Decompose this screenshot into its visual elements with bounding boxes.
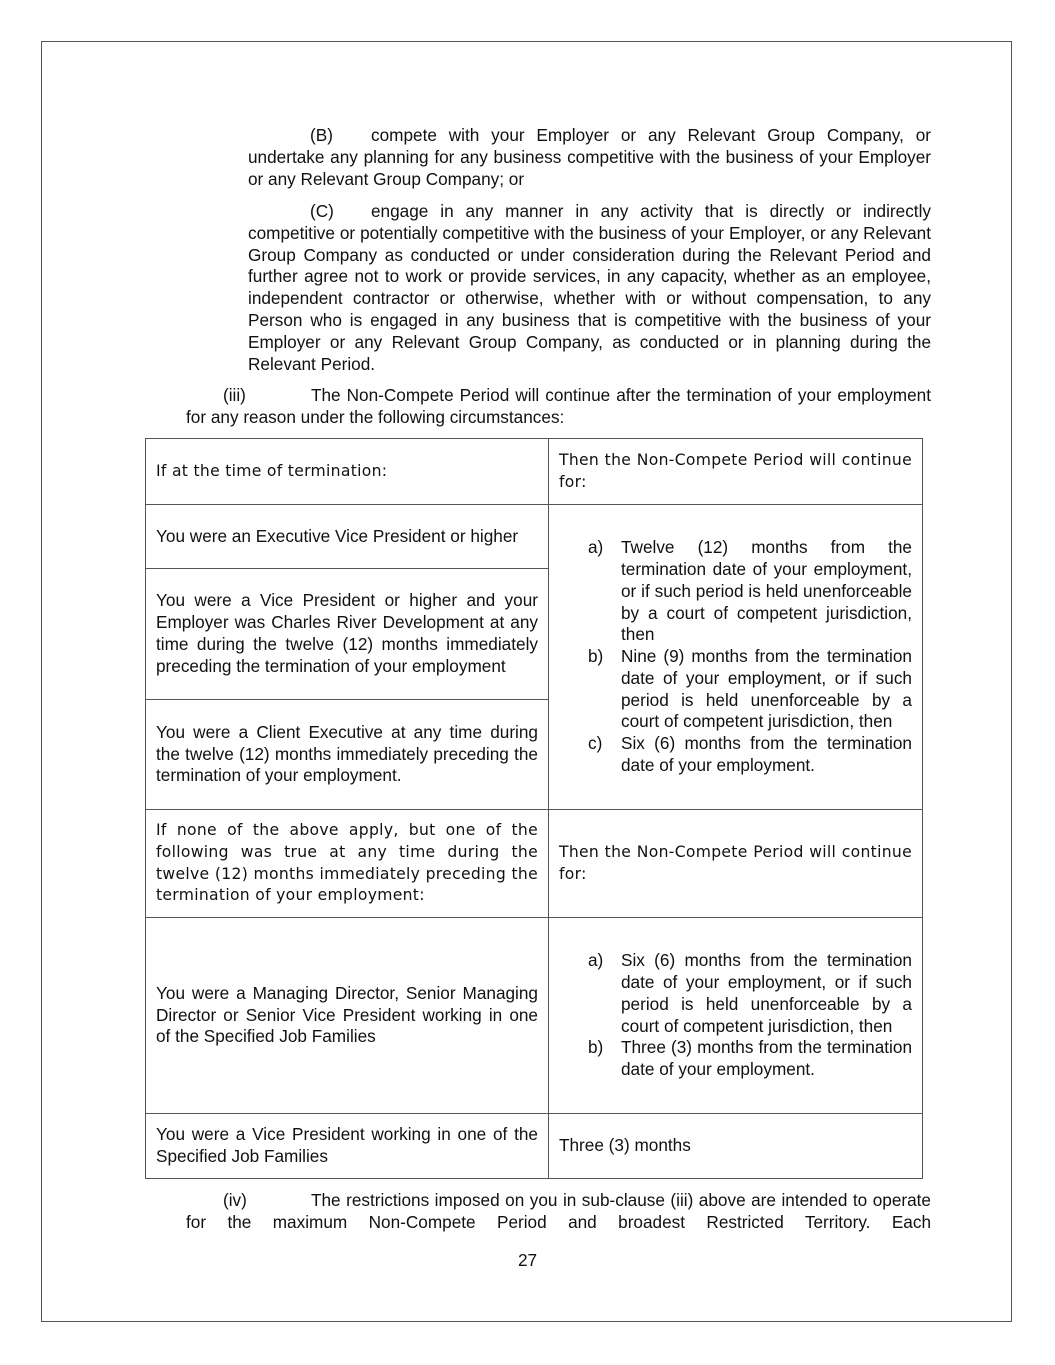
- non-compete-table: [145, 438, 923, 1179]
- clause-b-label: (B): [310, 125, 333, 145]
- clause-iv-label: (iv): [223, 1190, 247, 1210]
- group1-list: [559, 537, 912, 777]
- clause-iii: [186, 385, 931, 429]
- list-text: Nine (9) months from the termination date of your employment, or if such period is held unenforceable by a court of competent jurisdiction, then: [621, 646, 912, 732]
- list-marker: a): [588, 537, 604, 558]
- clause-iii-text: The Non-Compete Period will continue after the termination of your employment for any reason under the following circumstances:: [186, 385, 931, 427]
- row-vp-period: Three (3) months: [549, 1114, 923, 1179]
- table-subheader-row: [146, 810, 923, 918]
- group2-list: [559, 950, 912, 1081]
- list-marker: b): [588, 1037, 604, 1058]
- list-text: Twelve (12) months from the termination date of your employment, or if such period is held unenforceable by a court of competent jurisdiction, then: [621, 537, 912, 645]
- header-right: Then the Non-Compete Period will continue for:: [549, 439, 923, 505]
- clause-c-text: engage in any manner in any activity that is directly or indirectly competitive or potentially competitive with the business of your Employer, or any Relevant Group Company as conducted or under consideration during the Relevant Period and further agree not to work or provide services, in any capacity, whether as an employee, independent contractor or otherwise, whether with or without compensation, to any Person who is engaged in any business that is competitive with the business of your Employer or any Relevant Group Company, as conducted or in planning during the Relevant Period.: [248, 201, 931, 374]
- list-marker: a): [588, 950, 604, 971]
- table-row: [146, 918, 923, 1114]
- row-client-exec: You were a Client Executive at any time during the twelve (12) months immediately preceding the termination of your employment.: [146, 700, 549, 810]
- page-number: 27: [517, 1250, 538, 1270]
- clause-c-label: (C): [310, 201, 334, 221]
- list-item: [559, 950, 912, 1037]
- clause-iii-label: (iii): [223, 385, 246, 405]
- clause-c: [248, 201, 931, 375]
- subheader-left: If none of the above apply, but one of the following was true at any time during the twelve (12) months immediately preceding the termination of your employment:: [146, 810, 549, 918]
- table-header-row: [146, 439, 923, 505]
- clause-iv: [186, 1190, 931, 1234]
- row-vp-crd: You were a Vice President or higher and your Employer was Charles River Development at any time during the twelve (12) months immediately preceding the termination of your employment: [146, 569, 549, 700]
- list-text: Six (6) months from the termination date of your employment.: [621, 733, 912, 776]
- group1-periods: [549, 505, 923, 810]
- row-vp: You were a Vice President working in one of the Specified Job Families: [146, 1114, 549, 1179]
- list-marker: b): [588, 646, 604, 667]
- list-text: Six (6) months from the termination date of your employment, or if such period is held unenforceable by a court of competent jurisdiction, then: [621, 950, 912, 1036]
- list-item: [559, 537, 912, 646]
- clause-b: [248, 125, 931, 190]
- list-item: [559, 1037, 912, 1081]
- row-md-svp: You were a Managing Director, Senior Managing Director or Senior Vice President working in one of the Specified Job Families: [146, 918, 549, 1114]
- list-item: [559, 733, 912, 777]
- table-row: [146, 1114, 923, 1179]
- list-text: Three (3) months from the termination date of your employment.: [621, 1037, 912, 1080]
- table-row: [146, 505, 923, 569]
- clause-iv-text: The restrictions imposed on you in sub-clause (iii) above are intended to operate for the maximum Non-Compete Period and broadest Restricted Territory. Each: [186, 1190, 931, 1232]
- list-marker: c): [588, 733, 603, 754]
- header-left: If at the time of termination:: [146, 439, 549, 505]
- clause-b-text: compete with your Employer or any Relevant Group Company, or undertake any planning for any business competitive with the business of your Employer or any Relevant Group Company; or: [248, 125, 931, 189]
- list-item: [559, 646, 912, 733]
- row-evp: You were an Executive Vice President or higher: [146, 505, 549, 569]
- group2-periods: [549, 918, 923, 1114]
- subheader-right: Then the Non-Compete Period will continue for:: [549, 810, 923, 918]
